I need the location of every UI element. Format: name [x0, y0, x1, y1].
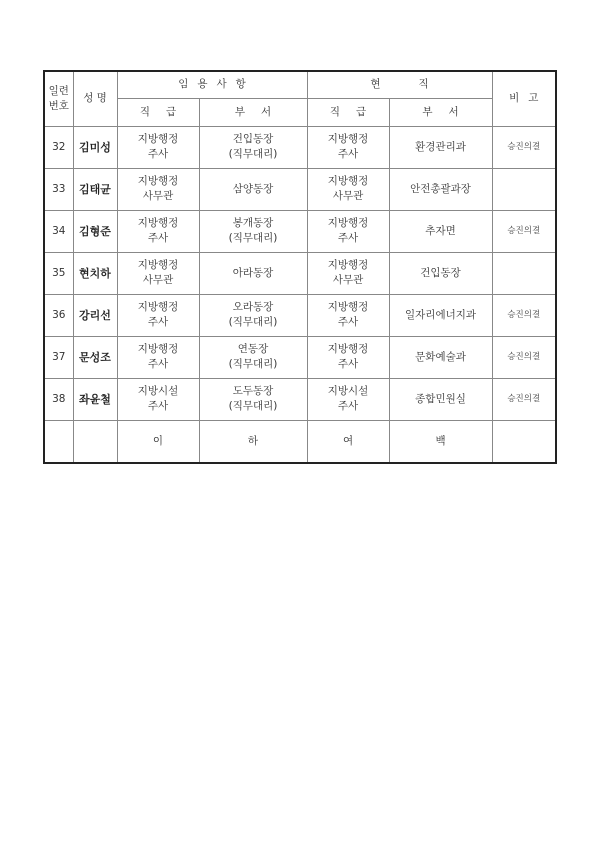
- name-cell: 김태균: [73, 168, 117, 210]
- current-grade-cell-line: 지방행정: [327, 301, 369, 313]
- new-grade-cell-line: 주사: [147, 400, 169, 412]
- remarks-cell: [492, 168, 556, 210]
- remarks-header: 비고: [492, 71, 556, 126]
- new-department-cell: [199, 252, 307, 294]
- current-department-cell-line: 문화예술과: [415, 350, 466, 363]
- serial-number-cell: 37: [44, 336, 73, 378]
- current-department-cell: [389, 168, 492, 210]
- serial-number-cell: 33: [44, 168, 73, 210]
- current-department-cell-line: 일자리에너지과: [405, 308, 477, 321]
- header-row-group: [44, 71, 556, 98]
- new-department-cell: [199, 126, 307, 168]
- current-grade-cell: [307, 378, 389, 420]
- current-department-cell: [389, 210, 492, 252]
- new-department-cell-line: 건입동장: [232, 133, 274, 145]
- new-department-cell-line: 봉개동장: [232, 217, 274, 229]
- name-cell: 현치하: [73, 252, 117, 294]
- current-grade-cell: [307, 126, 389, 168]
- current-department-cell: [389, 294, 492, 336]
- new-department-cell-line: (직무대리): [228, 232, 278, 244]
- new-grade-header: 직급: [117, 98, 199, 126]
- current-department-cell-line: 안전총괄과장: [410, 182, 471, 195]
- current-department-cell-line: 건입동장: [420, 266, 461, 279]
- table-row: [44, 378, 556, 420]
- new-grade-cell-line: 주사: [147, 358, 169, 370]
- current-grade-cell-line: 지방행정: [327, 259, 369, 271]
- new-department-cell: [199, 294, 307, 336]
- new-department-cell-line: 삼양동장: [232, 182, 274, 195]
- new-grade-cell-line: 주사: [147, 232, 169, 244]
- name-cell: 김미성: [73, 126, 117, 168]
- current-grade-cell-line: 지방행정: [327, 343, 369, 355]
- name-header: 성 명: [73, 71, 117, 126]
- current-grade-cell-line: 주사: [337, 400, 359, 412]
- current-grade-cell: [307, 294, 389, 336]
- remarks-cell: 승진의결: [492, 210, 556, 252]
- new-grade-cell-line: 주사: [147, 316, 169, 328]
- new-grade-cell-line: 지방행정: [137, 259, 179, 271]
- appointment-group-header: 임용사항: [117, 71, 307, 98]
- appointment-table: [43, 70, 557, 464]
- table-row: [44, 126, 556, 168]
- new-department-cell-line: (직무대리): [228, 148, 278, 160]
- footer-empty-cell: [73, 420, 117, 463]
- new-grade-cell: [117, 168, 199, 210]
- remarks-cell: 승진의결: [492, 126, 556, 168]
- new-grade-cell-line: 주사: [147, 148, 169, 160]
- current-grade-cell-line: 주사: [337, 148, 359, 160]
- remarks-cell: 승진의결: [492, 336, 556, 378]
- new-department-header: 부서: [199, 98, 307, 126]
- name-cell: 좌윤철: [73, 378, 117, 420]
- new-department-cell-line: 아라동장: [232, 266, 274, 279]
- current-department-cell-line: 종합민원실: [415, 392, 466, 405]
- new-grade-cell-line: 지방행정: [137, 217, 179, 229]
- new-department-cell: [199, 378, 307, 420]
- footer-text-cell: 이: [117, 420, 199, 463]
- footer-empty-cell: [44, 420, 73, 463]
- table-row: [44, 294, 556, 336]
- current-grade-cell-line: 사무관: [332, 274, 364, 286]
- new-grade-cell-line: 사무관: [142, 274, 174, 286]
- current-department-cell-line: 환경관리과: [415, 140, 466, 153]
- new-grade-cell-line: 지방행정: [137, 301, 179, 313]
- table-row: [44, 252, 556, 294]
- current-department-cell: [389, 126, 492, 168]
- current-grade-cell-line: 지방행정: [327, 175, 369, 187]
- table-body: [44, 126, 556, 420]
- current-grade-cell-line: 주사: [337, 316, 359, 328]
- new-department-cell-line: 도두동장: [232, 385, 274, 397]
- footer-row: [44, 420, 556, 463]
- remarks-cell: 승진의결: [492, 294, 556, 336]
- new-department-cell-line: 연동장: [237, 343, 269, 355]
- new-grade-cell: [117, 210, 199, 252]
- new-grade-cell: [117, 294, 199, 336]
- serial-number-cell: 34: [44, 210, 73, 252]
- new-grade-cell: [117, 252, 199, 294]
- new-grade-cell-line: 지방행정: [137, 175, 179, 187]
- serial-number-cell: 35: [44, 252, 73, 294]
- footer-empty-cell: [492, 420, 556, 463]
- new-department-cell: [199, 168, 307, 210]
- serial-number-cell: 38: [44, 378, 73, 420]
- new-grade-cell: [117, 336, 199, 378]
- current-grade-cell: [307, 210, 389, 252]
- table-row: [44, 336, 556, 378]
- serial-number-cell: 32: [44, 126, 73, 168]
- current-grade-header: 직급: [307, 98, 389, 126]
- current-department-cell: [389, 252, 492, 294]
- current-grade-cell-line: 지방행정: [327, 217, 369, 229]
- header-row-sub: [44, 98, 556, 126]
- new-department-cell: [199, 210, 307, 252]
- current-grade-cell-line: 주사: [337, 232, 359, 244]
- new-grade-cell-line: 지방행정: [137, 133, 179, 145]
- current-grade-cell: [307, 336, 389, 378]
- current-grade-cell: [307, 168, 389, 210]
- new-department-cell: [199, 336, 307, 378]
- current-department-cell: [389, 378, 492, 420]
- current-department-header: 부서: [389, 98, 492, 126]
- current-position-group-header: 현직: [307, 71, 492, 98]
- current-grade-cell-line: 지방시설: [327, 385, 369, 397]
- footer-text-cell: 하: [199, 420, 307, 463]
- new-department-cell-line: (직무대리): [228, 400, 278, 412]
- serial-number-cell: 36: [44, 294, 73, 336]
- current-grade-cell-line: 지방행정: [327, 133, 369, 145]
- name-cell: 김형준: [73, 210, 117, 252]
- new-department-cell-line: (직무대리): [228, 358, 278, 370]
- remarks-cell: 승진의결: [492, 378, 556, 420]
- new-grade-cell: [117, 126, 199, 168]
- serial-number-header: 일련 번호: [44, 71, 73, 126]
- new-department-cell-line: 오라동장: [232, 301, 274, 313]
- current-grade-cell-line: 사무관: [332, 190, 364, 202]
- new-grade-cell-line: 사무관: [142, 190, 174, 202]
- new-grade-cell-line: 지방행정: [137, 343, 179, 355]
- name-cell: 강리선: [73, 294, 117, 336]
- new-department-cell-line: (직무대리): [228, 316, 278, 328]
- new-grade-cell: [117, 378, 199, 420]
- new-grade-cell-line: 지방시설: [137, 385, 179, 397]
- current-department-cell: [389, 336, 492, 378]
- current-grade-cell-line: 주사: [337, 358, 359, 370]
- current-department-cell-line: 추자면: [425, 224, 456, 237]
- name-cell: 문성조: [73, 336, 117, 378]
- table-row: [44, 210, 556, 252]
- footer-text-cell: 백: [389, 420, 492, 463]
- table-row: [44, 168, 556, 210]
- current-grade-cell: [307, 252, 389, 294]
- remarks-cell: [492, 252, 556, 294]
- footer-text-cell: 여: [307, 420, 389, 463]
